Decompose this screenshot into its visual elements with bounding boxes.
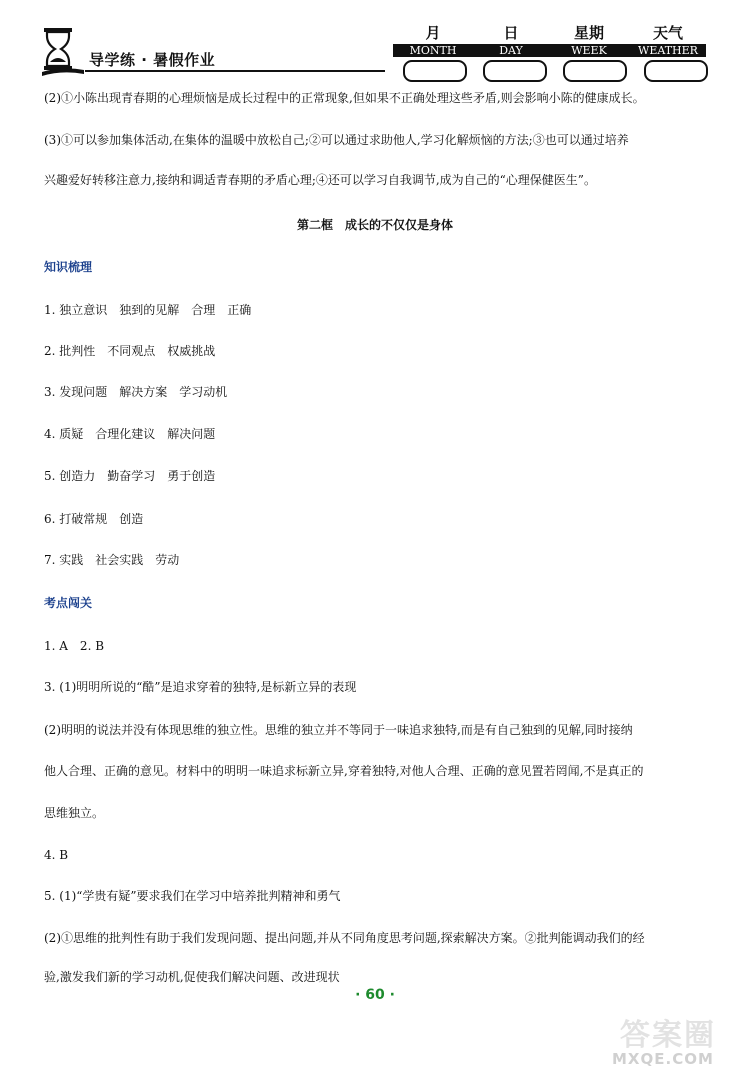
week-field[interactable] xyxy=(563,60,627,82)
month-label: 月 xyxy=(425,24,441,42)
knowledge-item: 1. 独立意识 独到的见解 合理 正确 xyxy=(44,303,252,317)
exam-line: 4. B xyxy=(44,848,69,862)
knowledge-item: 5. 创造力 勤奋学习 勇于创造 xyxy=(44,469,216,483)
exam-heading: 考点闯关 xyxy=(44,596,93,610)
answer-line: (2)①小陈出现青春期的心理烦恼是成长过程中的正常现象,但如果不正确处理这些矛盾,则会影响小陈的健康成长。 xyxy=(44,91,645,105)
exam-line: (2)明明的说法并没有体现思维的独立性。思维的独立并不等同于一味追求独特,而是有自己独到的见解,同时接纳 xyxy=(44,723,633,737)
weather-field[interactable] xyxy=(644,60,708,82)
knowledge-item: 6. 打破常规 创造 xyxy=(44,512,144,526)
week-label-en: WEEK xyxy=(571,44,607,57)
knowledge-heading: 知识梳理 xyxy=(44,260,93,274)
exam-line: 他人合理、正确的意见。材料中的明明一味追求标新立异,穿着独特,对他人合理、正确的意见置若罔闻,不是真正的 xyxy=(44,764,644,778)
week-label: 星期 xyxy=(573,24,604,42)
answer-line: 兴趣爱好转移注意力,接纳和调适青春期的矛盾心理;④还可以学习自我调节,成为自己的“心理保健医生”。 xyxy=(44,173,596,187)
book-series-title: 导学练 · 暑假作业 xyxy=(89,51,216,69)
knowledge-item: 7. 实践 社会实践 劳动 xyxy=(44,553,180,567)
weather-label-en: WEATHER xyxy=(638,44,698,57)
weather-label: 天气 xyxy=(652,24,683,42)
watermark-url: MXQE.COM xyxy=(612,1050,714,1068)
page-number: · 60 · xyxy=(355,987,395,1003)
day-label-en: DAY xyxy=(499,44,523,57)
exam-line: 1. A 2. B xyxy=(44,639,105,653)
knowledge-item: 2. 批判性 不同观点 权威挑战 xyxy=(44,344,216,358)
day-label: 日 xyxy=(503,24,519,42)
exam-line: 思维独立。 xyxy=(44,806,105,820)
month-field[interactable] xyxy=(403,60,467,82)
month-label-en: MONTH xyxy=(409,44,457,57)
header-rule xyxy=(85,70,385,72)
watermark-logo-text: 答案圈 xyxy=(620,1018,716,1053)
knowledge-item: 3. 发现问题 解决方案 学习动机 xyxy=(44,385,228,399)
section-title: 第二框 成长的不仅仅是身体 xyxy=(296,218,453,232)
day-field[interactable] xyxy=(483,60,547,82)
exam-line: 验,激发我们新的学习动机,促使我们解决问题、改进现状 xyxy=(44,970,340,984)
exam-line: 5. (1)“学贵有疑”要求我们在学习中培养批判精神和勇气 xyxy=(44,889,341,903)
hourglass-icon xyxy=(40,26,84,76)
knowledge-item: 4. 质疑 合理化建议 解决问题 xyxy=(44,427,216,441)
answer-line: (3)①可以参加集体活动,在集体的温暖中放松自己;②可以通过求助他人,学习化解烦恼的方法;③也可以通过培养 xyxy=(44,133,629,147)
exam-line: 3. (1)明明所说的“酷”是追求穿着的独特,是标新立异的表现 xyxy=(44,680,357,694)
exam-line: (2)①思维的批判性有助于我们发现问题、提出问题,并从不同角度思考问题,探索解决方案。②批判能调动我们的经 xyxy=(44,931,645,945)
